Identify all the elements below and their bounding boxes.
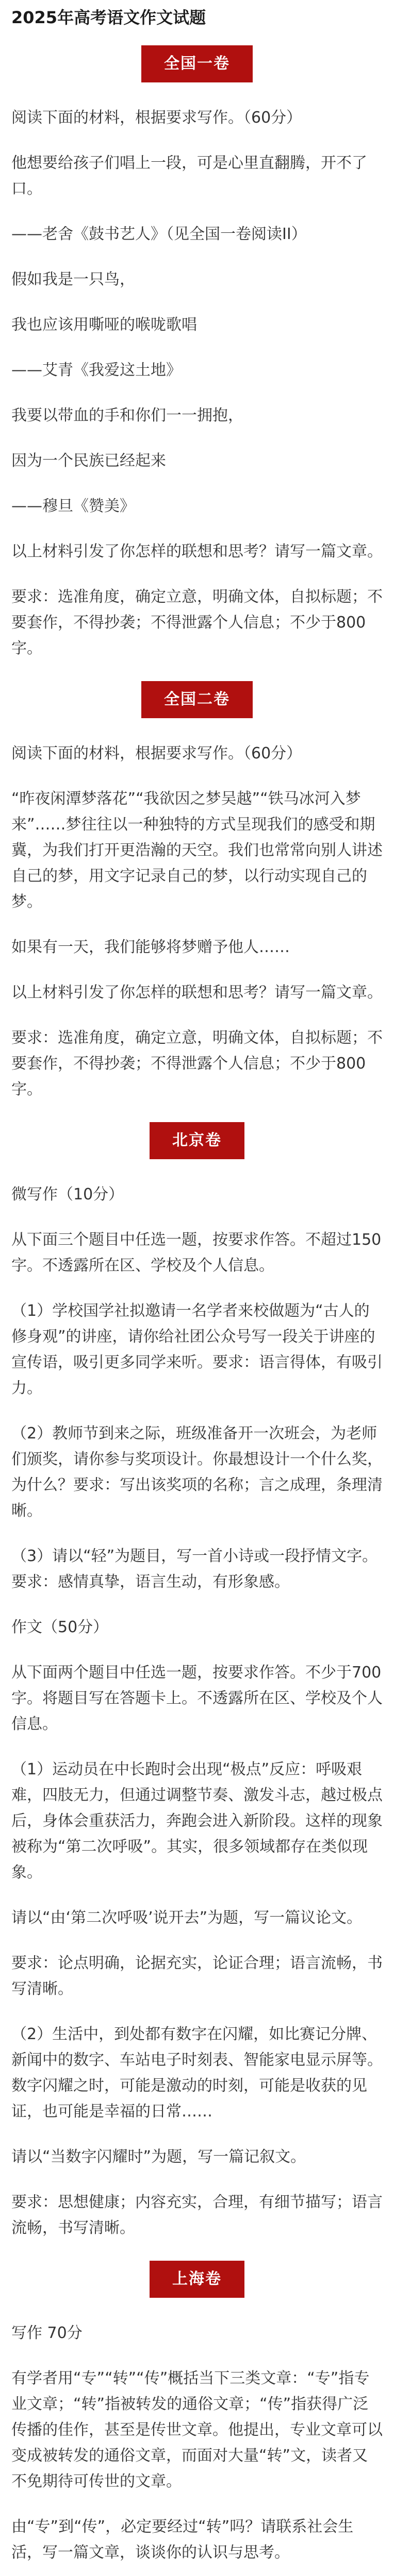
- page-title: 2025年高考语文作文试题: [11, 8, 206, 27]
- section-paragraph: 微写作（10分）: [11, 1185, 124, 1204]
- section-paragraph: 以上材料引发了你怎样的联想和思考？请写一篇文章。: [11, 543, 383, 561]
- section-paragraph: 请以“当数字闪耀时”为题，写一篇记叙文。: [11, 2148, 306, 2166]
- section-banner-wrap: [11, 45, 383, 82]
- section-shanghai: [11, 2261, 383, 2576]
- section-paragraph: 我要以带血的手和你们一一拥抱，: [11, 406, 243, 425]
- section-banner-wrap: [11, 681, 383, 718]
- section-paragraph: 要求：思想健康；内容充实，合理，有细节描写；语言流畅，书写清晰。: [11, 2193, 383, 2237]
- exam-sections: [11, 45, 383, 2576]
- section-paragraph: （1）运动员在中长跑时会出现“极点”反应：呼吸艰难，四肢无力，但通过调整节奏、激发斗志，越过极点后，身体会重获活力，奔跑会进入新阶段。这样的现象被称为“第二次呼吸”。其实，很多领域都存在类似现象。: [11, 1760, 383, 1882]
- section-paragraph: （1）学校国学社拟邀请一名学者来校做题为“古人的修身观”的讲座，请你给社团公众号写一段关于讲座的宣传语，吸引更多同学来听。要求：语言得体，有吸引力。: [11, 1302, 383, 1397]
- section-paragraph: 从下面三个题目中任选一题，按要求作答。不超过150字。不透露所在区、学校及个人信息。: [11, 1231, 382, 1275]
- section-paragraph: （3）请以“轻”为题目，写一首小诗或一段抒情文字。要求：感情真挚，语言生动，有形象感。: [11, 1547, 378, 1591]
- section-paragraph: ——艾青《我爱这土地》: [11, 361, 182, 379]
- section-banner: 全国一卷: [141, 45, 253, 82]
- section-paragraph: 我也应该用嘶哑的喉咙歌唱: [11, 316, 197, 334]
- section-paragraph: “昨夜闲潭梦落花”“我欲因之梦吴越”“铁马冰河入梦来”……梦往往以一种独特的方式呈现我们的感受和期冀，为我们打开更浩瀚的天空。我们也常常向别人讲述自己的梦，用文字记录自己的梦，以行动实现自己的梦。: [11, 790, 383, 911]
- section-national-1: [11, 45, 383, 662]
- section-banner-wrap: [11, 2261, 383, 2298]
- section-paragraph: 他想要给孩子们唱上一段，可是心里直翻腾，开不了口。: [11, 154, 367, 198]
- section-paragraph: 阅读下面的材料，根据要求写作。（60分）: [11, 109, 302, 127]
- section-paragraph: 阅读下面的材料，根据要求写作。（60分）: [11, 744, 302, 762]
- section-paragraph: 因为一个民族已经起来: [11, 452, 166, 470]
- section-paragraph: （2）教师节到来之际，班级准备开一次班会，为老师们颁奖，请你参与奖项设计。你最想设计一个什么奖，为什么？要求：写出该奖项的名称；言之成理，条理清晰。: [11, 1425, 383, 1520]
- section-national-2: [11, 681, 383, 1103]
- section-paragraph: 从下面两个题目中任选一题，按要求作答。不少于700字。将题目写在答题卡上。不透露所在区、学校及个人信息。: [11, 1664, 383, 1733]
- section-paragraph: 以上材料引发了你怎样的联想和思考？请写一篇文章。: [11, 984, 383, 1002]
- section-banner: 上海卷: [150, 2261, 244, 2298]
- section-banner-wrap: [11, 1122, 383, 1159]
- section-paragraph: 由“专”到“传”，必定要经过“转”吗？请联系社会生活，写一篇文章，谈谈你的认识与思考。: [11, 2518, 354, 2562]
- section-paragraph: 要求：选准角度，确定立意，明确文体，自拟标题；不要套作，不得抄袭；不得泄露个人信息；不少于800字。: [11, 1029, 383, 1098]
- section-paragraph: 有学者用“专”“转”“传”概括当下三类文章：“专”指专业文章；“转”指被转发的通俗文章；“传”指获得广泛传播的佳作，甚至是传世文章。他提出，专业文章可以变成被转发的通俗文章，而面对大量“转”文，读者又不免期待可传世的文章。: [11, 2369, 383, 2490]
- section-paragraph: ——老舍《鼓书艺人》（见全国一卷阅读II）: [11, 225, 307, 243]
- section-paragraph: 如果有一天，我们能够将梦赠予他人……: [11, 938, 290, 956]
- section-beijing: [11, 1122, 383, 2241]
- section-paragraph: 作文（50分）: [11, 1618, 109, 1636]
- section-banner: 北京卷: [150, 1122, 244, 1159]
- section-paragraph: 假如我是一只鸟，: [11, 270, 135, 289]
- section-paragraph: （2）生活中，到处都有数字在闪耀，如比赛记分牌、新闻中的数字、车站电子时刻表、智能家电显示屏等。数字闪耀之时，可能是激动的时刻，可能是收获的见证，也可能是幸福的日常……: [11, 2025, 383, 2121]
- section-paragraph: 要求：选准角度，确定立意，明确文体，自拟标题；不要套作，不得抄袭；不得泄露个人信息；不少于800字。: [11, 588, 383, 657]
- section-paragraph: 写作 70分: [11, 2324, 83, 2342]
- section-paragraph: 请以“由‘第二次呼吸’说开去”为题，写一篇议论文。: [11, 1909, 363, 1927]
- section-banner: 全国二卷: [141, 681, 253, 718]
- section-paragraph: 要求：论点明确，论据充实，论证合理；语言流畅，书写清晰。: [11, 1954, 383, 1998]
- section-paragraph: ——穆旦《赞美》: [11, 497, 135, 515]
